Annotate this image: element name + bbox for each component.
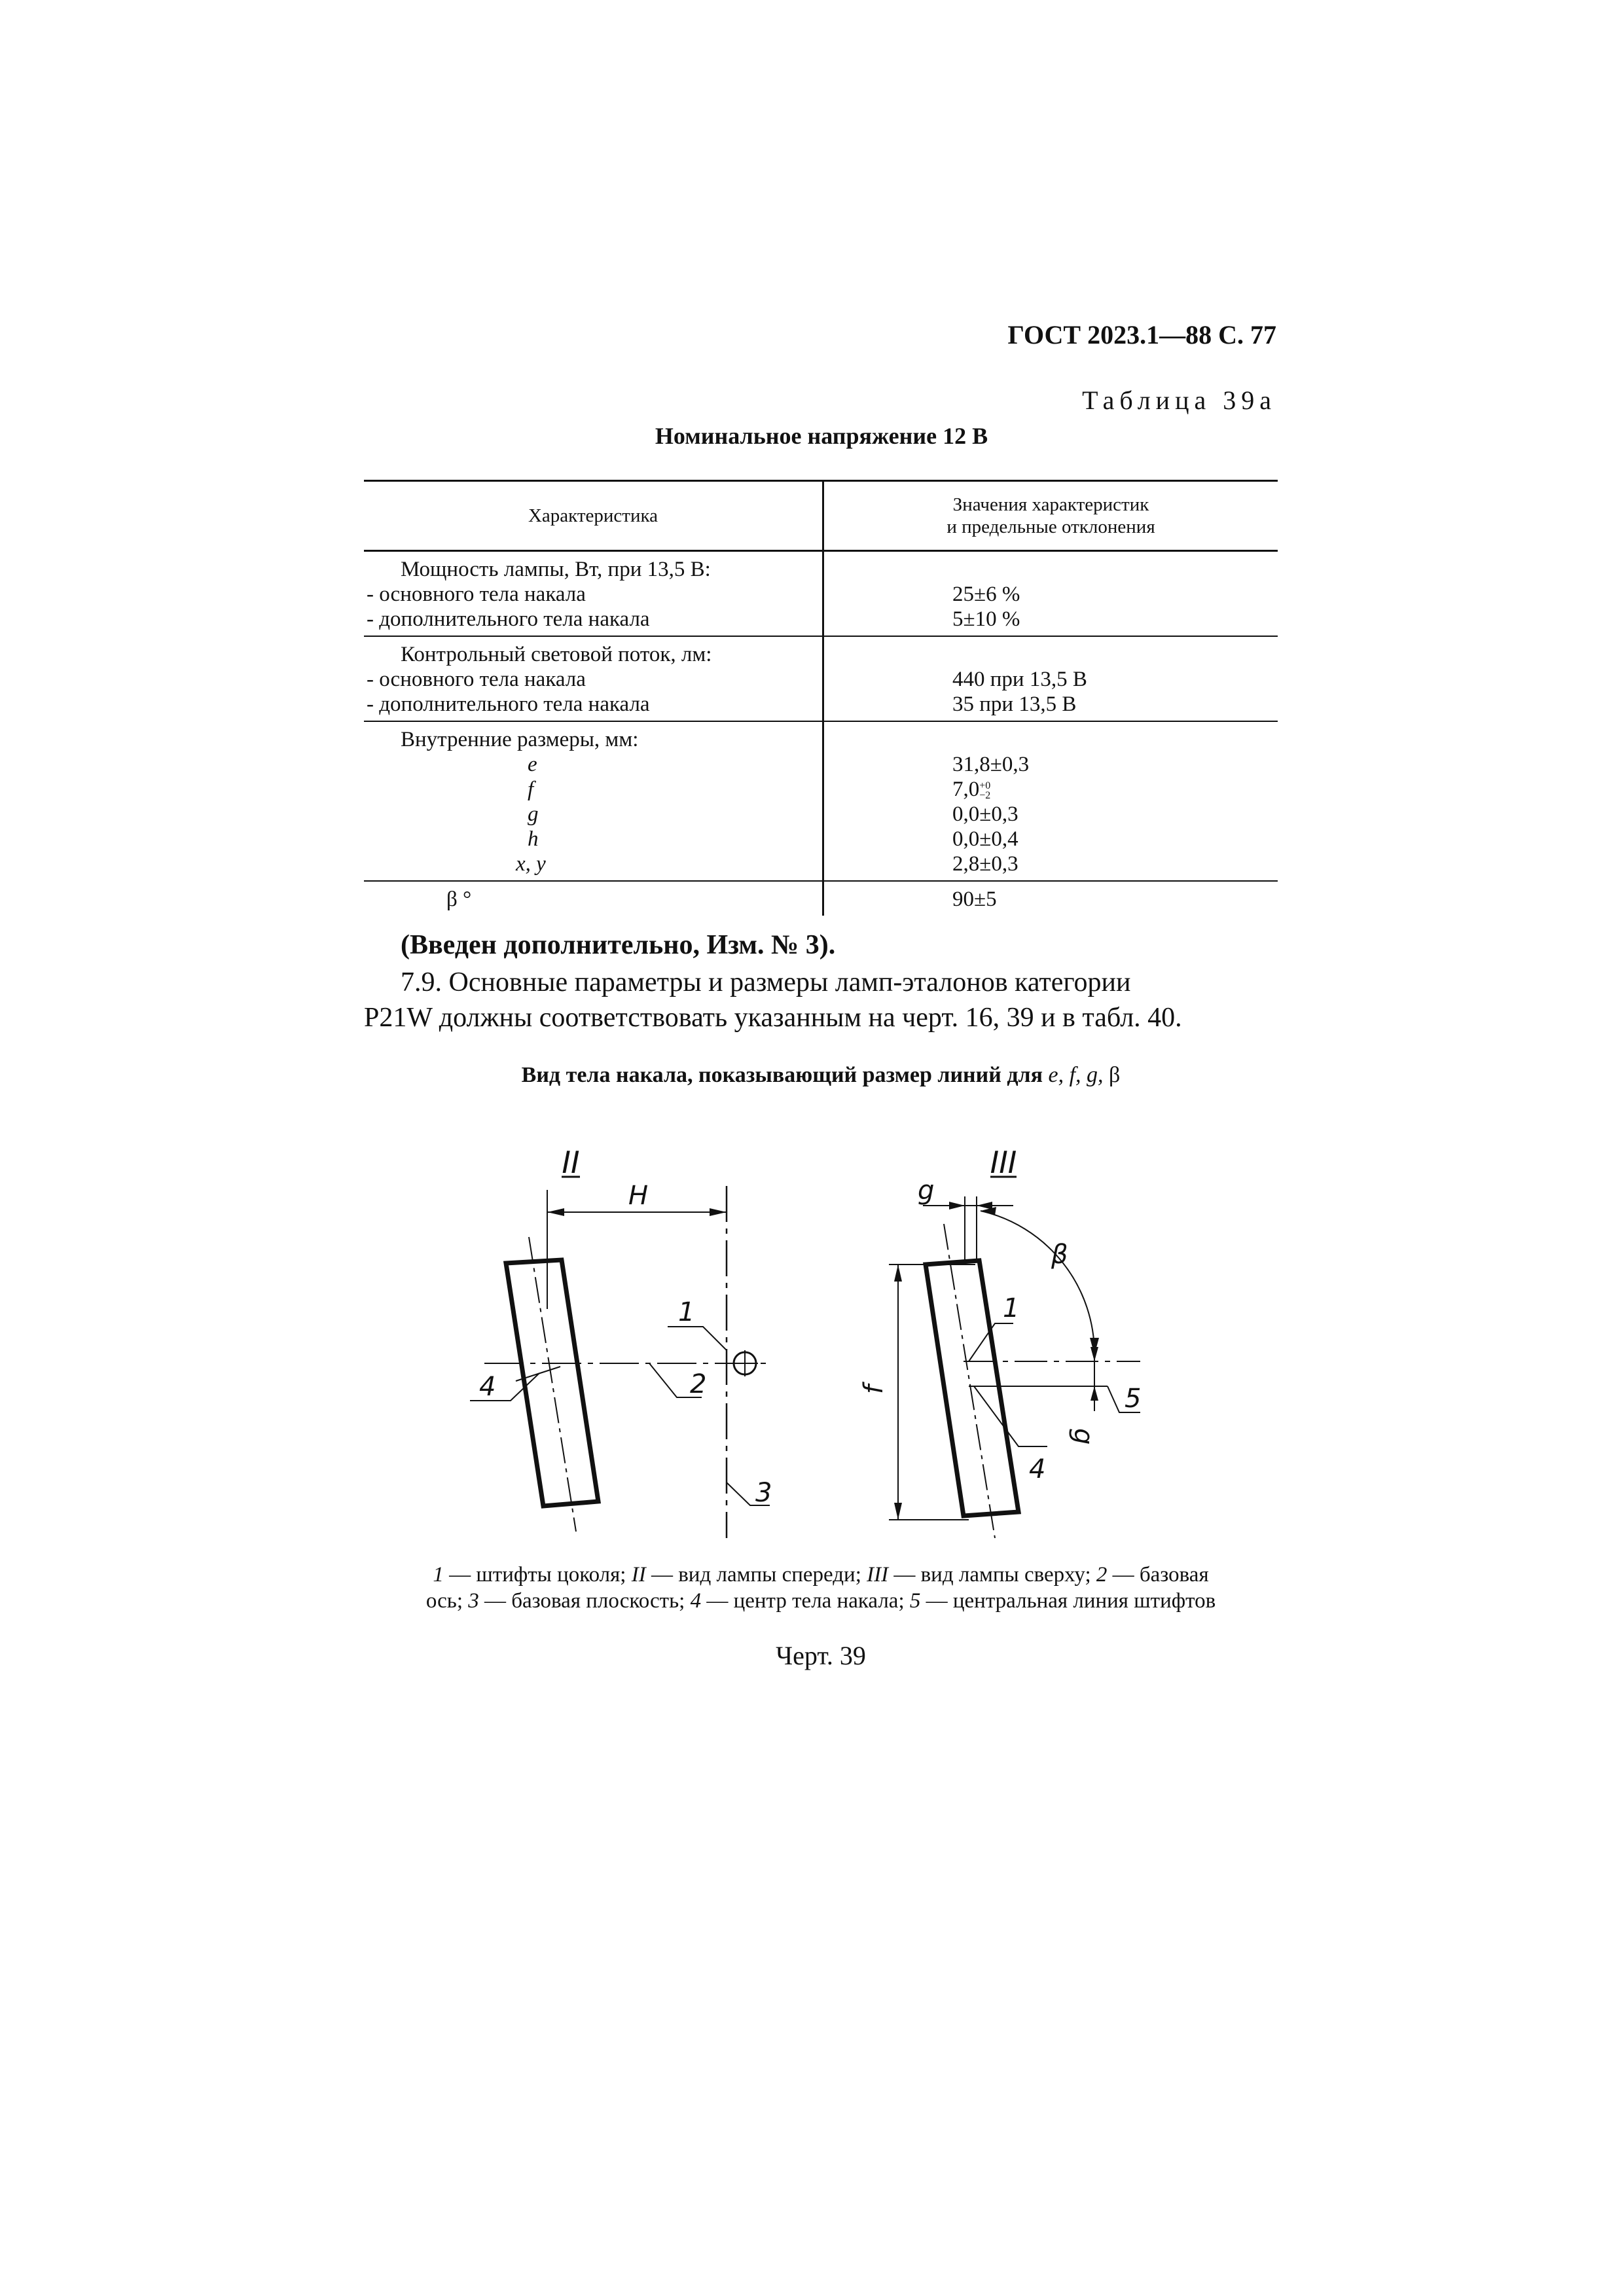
- dims-title: Внутренние размеры, мм:: [401, 728, 639, 751]
- dim-f-value: [952, 777, 1278, 802]
- angle-beta-arc: [981, 1211, 1094, 1355]
- dim-g-symbol: g: [528, 802, 539, 826]
- dim-e-symbol: e: [528, 753, 537, 776]
- dim-f-symbol: f: [528, 778, 534, 801]
- power-aux-value: 5±10 %: [952, 607, 1020, 631]
- table-caption: Номинальное напряжение 12 В: [655, 423, 988, 449]
- document-header: ГОСТ 2023.1—88 С. 77: [1007, 320, 1276, 350]
- flux-main-label: - основного тела накала: [367, 668, 586, 691]
- callout-3-front: 3: [755, 1478, 772, 1508]
- filament-drawing: [419, 1113, 1172, 1538]
- flux-title: Контрольный световой поток, лм:: [401, 643, 712, 666]
- view-iii-label: III: [990, 1145, 1017, 1180]
- power-aux-label: - дополнительного тела накала: [367, 607, 650, 631]
- col-header-values-line2: и предельные отклонения: [946, 516, 1155, 537]
- paragraph-7-9: [364, 965, 1278, 1035]
- dim-f-label: f: [859, 1384, 889, 1394]
- figure-legend: [364, 1562, 1278, 1614]
- col-header-values-line1: Значения характеристик: [952, 494, 1149, 515]
- flux-main-value: 440 при 13,5 В: [952, 668, 1087, 691]
- dim-h-symbol: h: [528, 827, 539, 851]
- dim-xy-value: 2,8±0,3: [952, 852, 1018, 876]
- callout-1-top: 1: [1003, 1293, 1020, 1323]
- col-header-values: [823, 481, 1278, 551]
- flux-aux-label: - дополнительного тела накала: [367, 692, 650, 716]
- paragraph-line-2: P21W должны соответствовать указанным на черт. 16, 39 и в табл. 40.: [364, 1003, 1182, 1033]
- callout-4-top: 4: [1029, 1454, 1046, 1484]
- power-title: Мощность лампы, Вт, при 13,5 В:: [401, 558, 711, 581]
- dim-g-side-label: g: [1068, 1428, 1098, 1445]
- table-row-power: [364, 551, 1278, 637]
- figure-caption: [364, 1063, 1278, 1088]
- dim-h-label: H: [628, 1181, 649, 1211]
- table-row-beta: [364, 881, 1278, 916]
- dim-f-value-upper: +0: [979, 780, 991, 792]
- figure-caption-main: Вид тела накала, показывающий размер линий для: [521, 1063, 1043, 1087]
- dim-xy-symbol: x, y: [516, 852, 546, 876]
- dim-f-value-lower: −2: [979, 790, 991, 802]
- table-row-flux: [364, 636, 1278, 721]
- col-header-characteristic: Характеристика: [364, 481, 823, 551]
- filament-axis-front: [529, 1237, 576, 1532]
- beta-label: β °: [446, 888, 472, 911]
- power-main-value: 25±6 %: [952, 583, 1020, 606]
- spec-table: [364, 480, 1278, 916]
- dim-g-value: 0,0±0,3: [952, 802, 1018, 826]
- flux-aux-value: 35 при 13,5 В: [952, 692, 1077, 716]
- table-label: Таблица 39а: [1082, 386, 1276, 415]
- legend-line-2: ось; 3 — базовая плоскость; 4 — центр тела накала; 5 — центральная линия штифтов: [425, 1589, 1216, 1613]
- figure-caption-symbols: e, f, g,: [1048, 1063, 1104, 1087]
- drawing-number: Черт. 39: [776, 1641, 866, 1670]
- dim-beta-label: β: [1051, 1240, 1068, 1270]
- figure-caption-beta: β: [1109, 1063, 1121, 1087]
- callout-4-front: 4: [479, 1372, 496, 1402]
- beta-value: 90±5: [952, 888, 997, 911]
- view-ii-label: II: [562, 1145, 580, 1180]
- table-header-row: [364, 481, 1278, 551]
- dim-g-top-label: g: [918, 1175, 935, 1206]
- paragraph-line-1: 7.9. Основные параметры и размеры ламп-эталонов категории: [401, 967, 1131, 997]
- legend-line-1: 1 — штифты цоколя; II — вид лампы спереди; III — вид лампы сверху; 2 — базовая: [433, 1563, 1209, 1587]
- dim-f-value-base: 7,0: [952, 778, 980, 801]
- table-row-dimensions: [364, 721, 1278, 881]
- amendment-note: (Введен дополнительно, Изм. № 3).: [401, 930, 836, 960]
- filament-axis-top: [944, 1224, 995, 1538]
- power-main-label: - основного тела накала: [367, 583, 586, 606]
- callout-2-front: 2: [690, 1369, 707, 1399]
- callout-5-top: 5: [1125, 1384, 1142, 1414]
- callout-1-front: 1: [678, 1297, 695, 1327]
- dim-h-value: 0,0±0,4: [952, 827, 1018, 851]
- dim-e-value: 31,8±0,3: [952, 753, 1030, 776]
